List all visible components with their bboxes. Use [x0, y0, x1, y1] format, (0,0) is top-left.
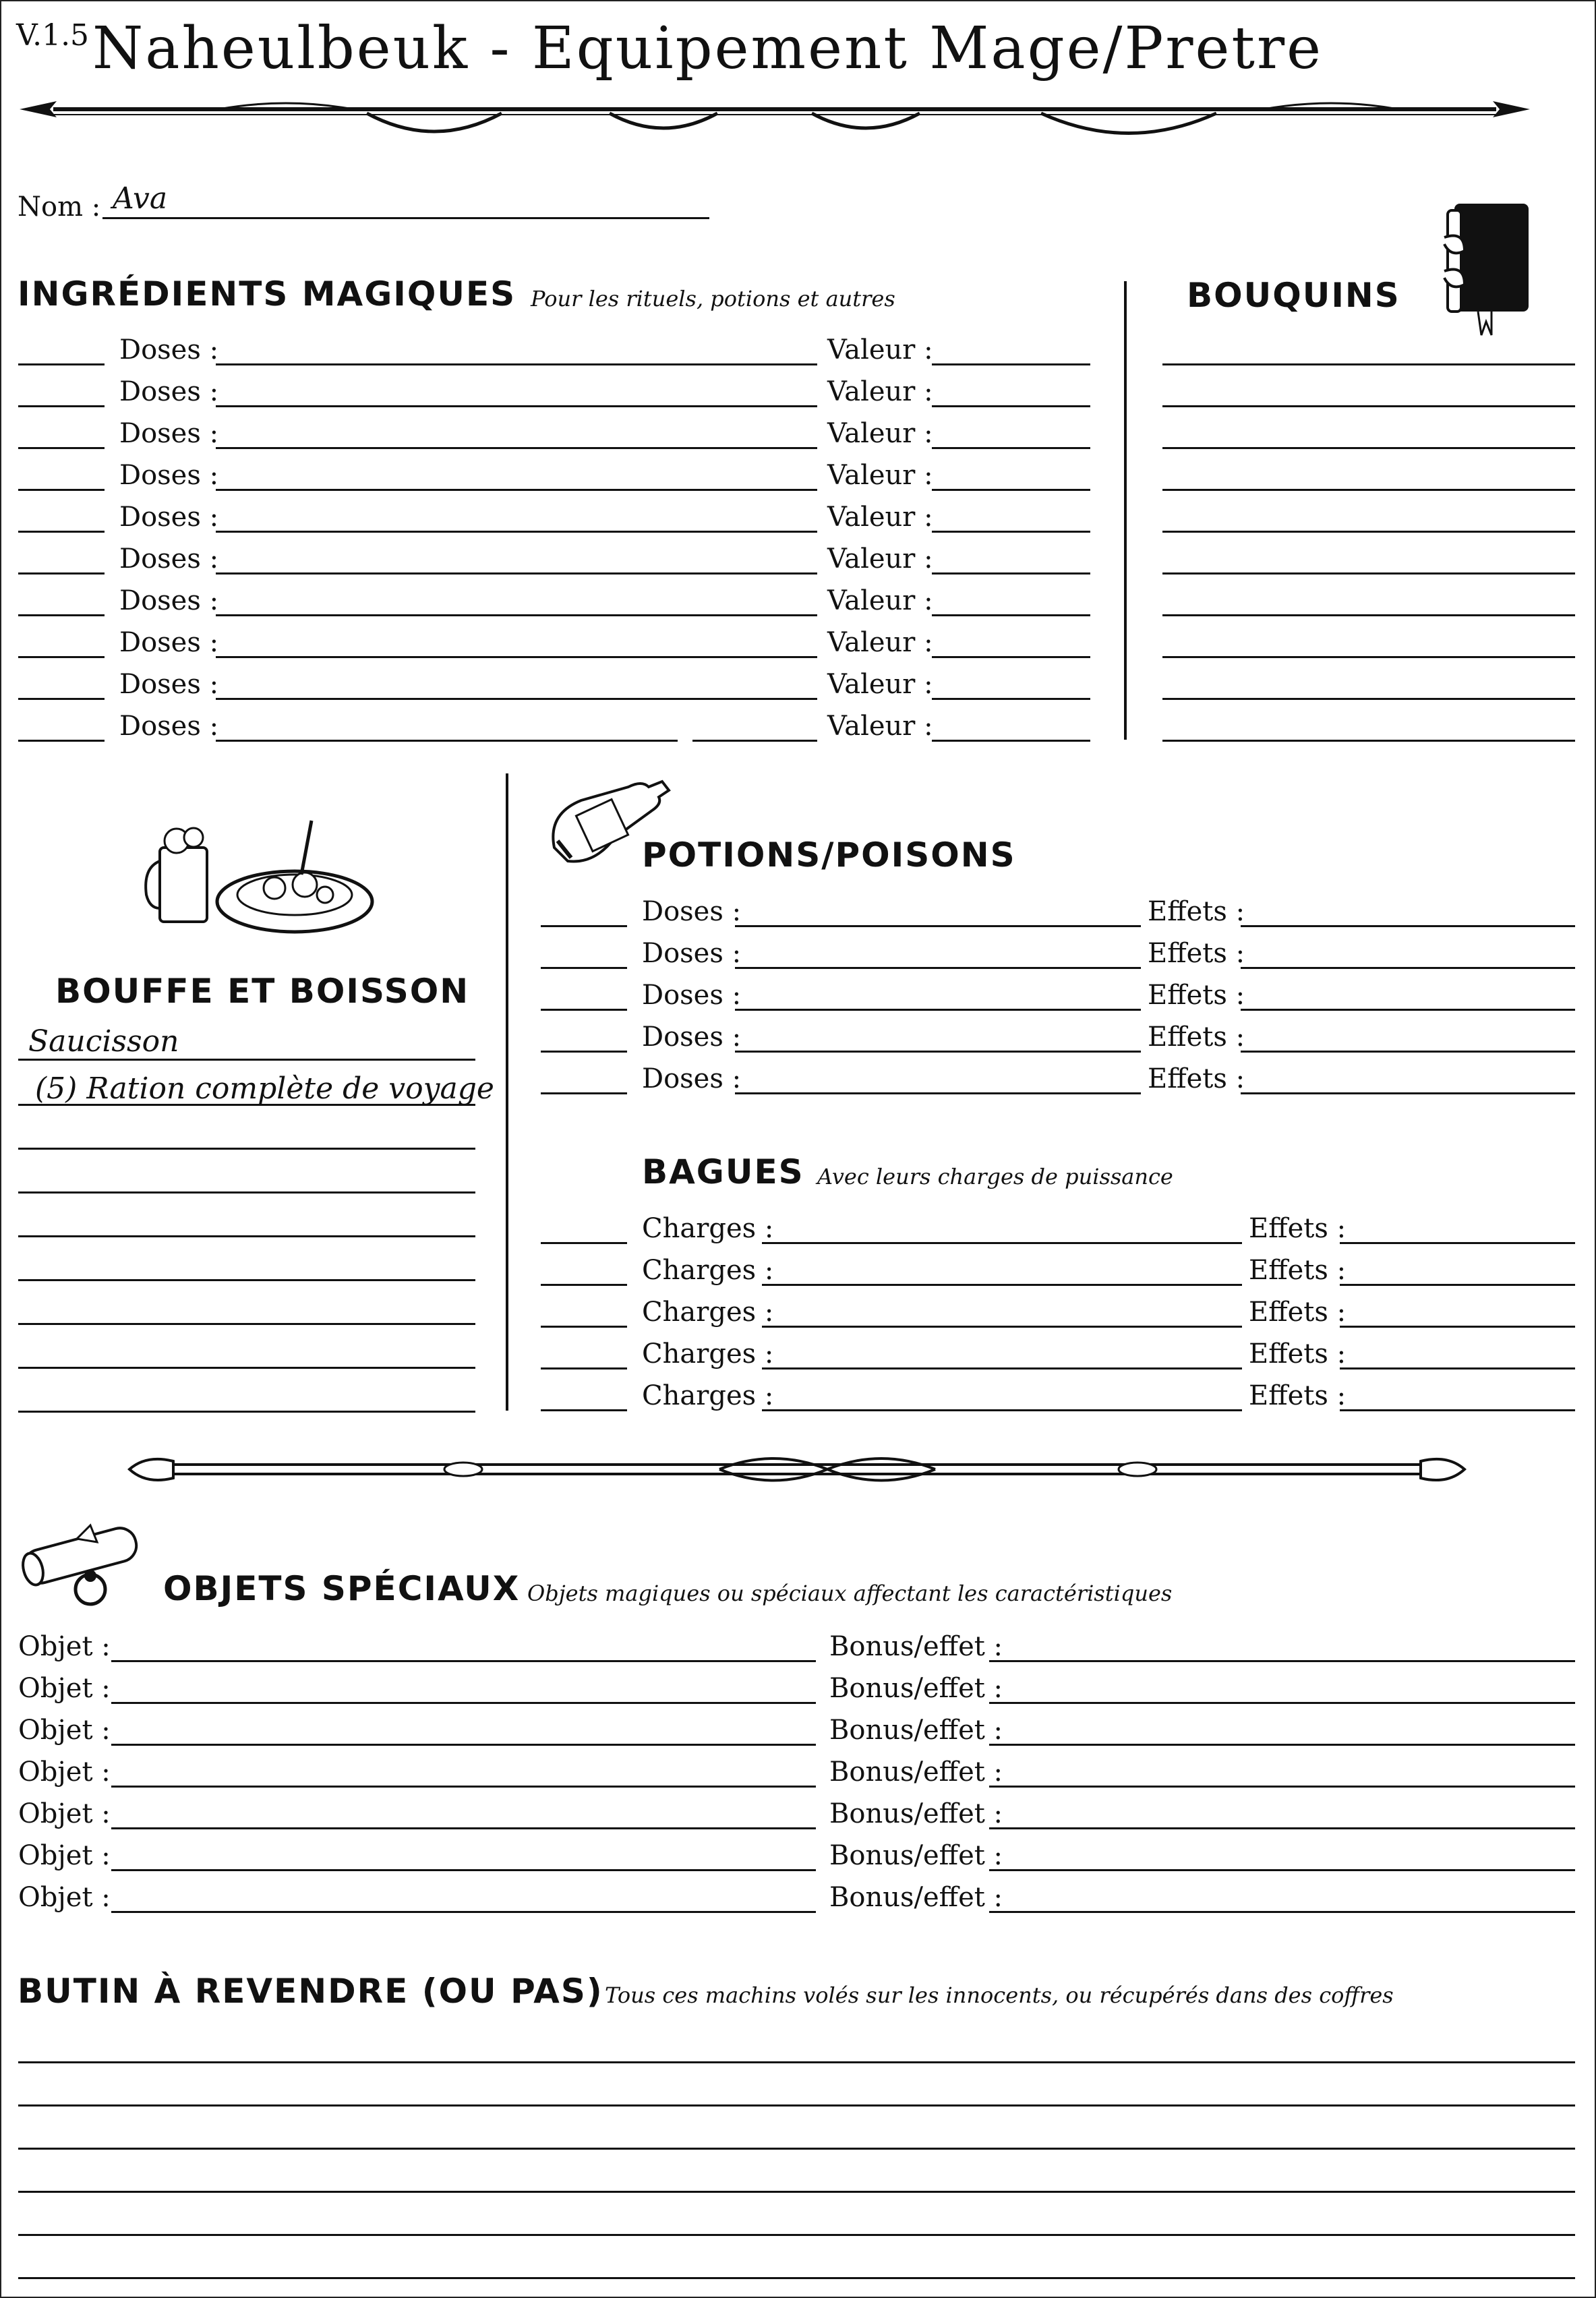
scroll-ring-icon: [16, 1512, 158, 1613]
potion-name-line[interactable]: [735, 1009, 1141, 1011]
ingredient-name-line[interactable]: [216, 405, 817, 407]
book-line[interactable]: [1162, 740, 1575, 742]
potion-qty-line[interactable]: [541, 1051, 627, 1053]
ring-name-line[interactable]: [762, 1367, 1242, 1369]
potion-effects-line[interactable]: [1241, 1092, 1575, 1094]
ingredient-value-label: Valeur :: [827, 585, 933, 616]
ring-effects-label: Effets :: [1249, 1380, 1347, 1411]
potion-effects-label: Effets :: [1148, 1063, 1245, 1094]
potion-doses-label: Doses :: [642, 1063, 742, 1094]
potions-title: POTIONS/POISONS: [642, 835, 1016, 875]
ring-charges-label: Charges :: [642, 1380, 774, 1411]
book-line[interactable]: [1162, 489, 1575, 491]
special-bonus-line[interactable]: [989, 1660, 1575, 1662]
ingredient-value-line[interactable]: [932, 363, 1090, 365]
ring-effects-label: Effets :: [1249, 1297, 1347, 1328]
ingredient-qty-line[interactable]: [18, 698, 105, 700]
special-bonus-line[interactable]: [989, 1869, 1575, 1871]
book-line[interactable]: [1162, 531, 1575, 533]
ingredient-name-line[interactable]: [216, 447, 817, 449]
ingredient-value-line[interactable]: [932, 656, 1090, 658]
ingredient-value-line[interactable]: [932, 531, 1090, 533]
ingredient-name-line[interactable]: [216, 656, 817, 658]
ingredient-qty-line[interactable]: [18, 489, 105, 491]
ring-qty-line[interactable]: [541, 1242, 627, 1244]
ingredient-name-line[interactable]: [216, 572, 817, 574]
ring-charges-label: Charges :: [642, 1255, 774, 1286]
special-object-line[interactable]: [111, 1911, 816, 1913]
loot-line[interactable]: [18, 2191, 1575, 2193]
loot-title: BUTIN À REVENDRE (OU PAS): [18, 1972, 603, 2011]
special-bonus-label: Bonus/effet :: [829, 1882, 1003, 1913]
ring-effects-line[interactable]: [1340, 1409, 1575, 1411]
books-title: BOUQUINS: [1187, 276, 1400, 315]
ingredient-doses-label: Doses :: [119, 418, 219, 449]
staff-ornament-icon: [126, 1444, 1468, 1495]
special-object-label: Objet :: [18, 1798, 111, 1829]
spear-ornament-icon: [16, 89, 1533, 143]
potion-effects-line[interactable]: [1241, 967, 1575, 969]
loot-subtitle: Tous ces machins volés sur les innocents, ou récupérés dans des coffres: [605, 1982, 1394, 2008]
food-item-2[interactable]: (5) Ration complète de voyage: [35, 1071, 494, 1106]
special-bonus-line[interactable]: [989, 1911, 1575, 1913]
food-line[interactable]: [18, 1367, 475, 1369]
special-bonus-line[interactable]: [989, 1744, 1575, 1746]
special-bonus-label: Bonus/effet :: [829, 1798, 1003, 1829]
special-object-line[interactable]: [111, 1827, 816, 1829]
ingredient-doses-label: Doses :: [119, 334, 219, 365]
version-label: V.1.5: [16, 18, 90, 53]
food-title: BOUFFE ET BOISSON: [55, 972, 470, 1011]
ingredient-value-line[interactable]: [932, 614, 1090, 616]
ring-effects-line[interactable]: [1340, 1284, 1575, 1286]
page-title: Naheulbeuk - Equipement Mage/Pretre: [92, 15, 1323, 82]
book-icon: [1438, 197, 1539, 338]
ring-charges-label: Charges :: [642, 1297, 774, 1328]
book-line[interactable]: [1162, 572, 1575, 574]
name-label: Nom :: [18, 192, 101, 223]
potion-qty-line[interactable]: [541, 967, 627, 969]
ingredient-value-line[interactable]: [932, 447, 1090, 449]
ring-name-line[interactable]: [762, 1284, 1242, 1286]
food-line[interactable]: [18, 1104, 475, 1106]
ring-effects-label: Effets :: [1249, 1338, 1347, 1369]
food-line[interactable]: [18, 1059, 475, 1061]
ingredient-value-line[interactable]: [932, 405, 1090, 407]
special-object-label: Objet :: [18, 1673, 111, 1704]
book-line[interactable]: [1162, 447, 1575, 449]
potion-qty-line[interactable]: [541, 925, 627, 927]
ingredient-doses-label: Doses :: [119, 543, 219, 574]
ingredient-value-label: Valeur :: [827, 334, 933, 365]
ring-qty-line[interactable]: [541, 1409, 627, 1411]
potion-doses-label: Doses :: [642, 896, 742, 927]
ring-qty-line[interactable]: [541, 1367, 627, 1369]
potion-doses-label: Doses :: [642, 938, 742, 969]
potion-doses-label: Doses :: [642, 1022, 742, 1053]
ingredient-qty-line[interactable]: [18, 363, 105, 365]
special-object-label: Objet :: [18, 1631, 111, 1662]
special-subtitle: Objets magiques ou spéciaux affectant les caractéristiques: [527, 1581, 1173, 1606]
book-line[interactable]: [1162, 656, 1575, 658]
ring-qty-line[interactable]: [541, 1326, 627, 1328]
special-bonus-line[interactable]: [989, 1786, 1575, 1788]
potion-qty-line[interactable]: [541, 1009, 627, 1011]
special-object-line[interactable]: [111, 1660, 816, 1662]
ring-charges-label: Charges :: [642, 1338, 774, 1369]
food-line[interactable]: [18, 1411, 475, 1413]
ingredient-value-line[interactable]: [932, 572, 1090, 574]
special-bonus-line[interactable]: [989, 1702, 1575, 1704]
special-bonus-label: Bonus/effet :: [829, 1840, 1003, 1871]
ingredient-value-label: Valeur :: [827, 418, 933, 449]
loot-line[interactable]: [18, 2234, 1575, 2236]
potion-qty-line[interactable]: [541, 1092, 627, 1094]
special-object-label: Objet :: [18, 1840, 111, 1871]
potion-effects-line[interactable]: [1241, 1009, 1575, 1011]
loot-line[interactable]: [18, 2104, 1575, 2106]
book-line[interactable]: [1162, 405, 1575, 407]
book-line[interactable]: [1162, 698, 1575, 700]
ingredient-name-line[interactable]: [692, 740, 817, 742]
ingredient-value-label: Valeur :: [827, 627, 933, 658]
potion-name-line[interactable]: [735, 1092, 1141, 1094]
ring-effects-label: Effets :: [1249, 1213, 1347, 1244]
special-bonus-line[interactable]: [989, 1827, 1575, 1829]
ingredient-value-label: Valeur :: [827, 460, 933, 491]
special-object-line[interactable]: [111, 1744, 816, 1746]
potion-name-line[interactable]: [735, 967, 1141, 969]
loot-line[interactable]: [18, 2061, 1575, 2063]
ingredient-doses-label: Doses :: [119, 585, 219, 616]
special-object-label: Objet :: [18, 1757, 111, 1788]
ingredient-name-line[interactable]: [216, 489, 817, 491]
ingredient-qty-line[interactable]: [18, 656, 105, 658]
book-line[interactable]: [1162, 614, 1575, 616]
ingredient-value-label: Valeur :: [827, 502, 933, 533]
rings-title: BAGUES: [642, 1152, 804, 1191]
ingredients-title: INGRÉDIENTS MAGIQUES: [18, 274, 516, 314]
name-field-line[interactable]: [102, 217, 709, 219]
ingredient-qty-line[interactable]: [18, 531, 105, 533]
column-divider: [1124, 281, 1127, 740]
ingredient-qty-line[interactable]: [18, 447, 105, 449]
ring-effects-line[interactable]: [1340, 1242, 1575, 1244]
food-line[interactable]: [18, 1235, 475, 1237]
ingredient-value-line[interactable]: [932, 489, 1090, 491]
special-bonus-label: Bonus/effet :: [829, 1631, 1003, 1662]
food-line[interactable]: [18, 1279, 475, 1281]
ingredient-doses-label: Doses :: [119, 627, 219, 658]
ingredient-qty-line[interactable]: [18, 405, 105, 407]
loot-line[interactable]: [18, 2148, 1575, 2150]
ring-effects-line[interactable]: [1340, 1367, 1575, 1369]
ingredient-name-line[interactable]: [216, 698, 817, 700]
ring-name-line[interactable]: [762, 1326, 1242, 1328]
ring-effects-label: Effets :: [1249, 1255, 1347, 1286]
ring-name-line[interactable]: [762, 1242, 1242, 1244]
ingredients-subtitle: Pour les rituels, potions et autres: [531, 286, 895, 312]
special-bonus-label: Bonus/effet :: [829, 1673, 1003, 1704]
potion-effects-label: Effets :: [1148, 980, 1245, 1011]
ingredient-doses-label: Doses :: [119, 502, 219, 533]
rings-subtitle: Avec leurs charges de puissance: [817, 1164, 1173, 1189]
ring-qty-line[interactable]: [541, 1284, 627, 1286]
potion-effects-label: Effets :: [1148, 896, 1245, 927]
potion-doses-label: Doses :: [642, 980, 742, 1011]
special-object-line[interactable]: [111, 1786, 816, 1788]
ring-name-line[interactable]: [762, 1409, 1242, 1411]
special-object-label: Objet :: [18, 1715, 111, 1746]
food-item-1[interactable]: Saucisson: [28, 1024, 179, 1059]
special-object-line[interactable]: [111, 1702, 816, 1704]
potion-name-line[interactable]: [735, 1051, 1141, 1053]
special-object-label: Objet :: [18, 1882, 111, 1913]
food-tankard-icon: [140, 807, 376, 942]
potion-effects-label: Effets :: [1148, 938, 1245, 969]
ingredient-name-line[interactable]: [216, 614, 817, 616]
food-line[interactable]: [18, 1191, 475, 1194]
ingredient-value-label: Valeur :: [827, 669, 933, 700]
ingredient-value-line[interactable]: [932, 740, 1090, 742]
ingredient-name-line[interactable]: [216, 363, 817, 365]
ingredient-qty-line[interactable]: [18, 614, 105, 616]
ring-effects-line[interactable]: [1340, 1326, 1575, 1328]
special-title: OBJETS SPÉCIAUX: [163, 1569, 521, 1608]
potion-name-line[interactable]: [735, 925, 1141, 927]
food-divider: [506, 773, 508, 1411]
special-bonus-label: Bonus/effet :: [829, 1757, 1003, 1788]
food-line[interactable]: [18, 1148, 475, 1150]
ingredient-doses-label: Doses :: [119, 376, 219, 407]
food-line[interactable]: [18, 1323, 475, 1325]
ingredient-qty-line[interactable]: [18, 740, 105, 742]
ingredient-value-label: Valeur :: [827, 543, 933, 574]
ingredient-name-line[interactable]: [216, 531, 817, 533]
loot-line[interactable]: [18, 2277, 1575, 2279]
potion-effects-label: Effets :: [1148, 1022, 1245, 1053]
ingredient-value-label: Valeur :: [827, 711, 933, 742]
ingredient-doses-label: Doses :: [119, 669, 219, 700]
name-value[interactable]: Ava: [113, 181, 168, 216]
special-object-line[interactable]: [111, 1869, 816, 1871]
ingredient-value-label: Valeur :: [827, 376, 933, 407]
ingredient-name-line[interactable]: [216, 740, 678, 742]
ingredient-doses-label: Doses :: [119, 460, 219, 491]
ingredient-doses-label: Doses :: [119, 711, 219, 742]
potion-effects-line[interactable]: [1241, 1051, 1575, 1053]
ring-charges-label: Charges :: [642, 1213, 774, 1244]
special-bonus-label: Bonus/effet :: [829, 1715, 1003, 1746]
ingredient-value-line[interactable]: [932, 698, 1090, 700]
ingredient-qty-line[interactable]: [18, 572, 105, 574]
potion-effects-line[interactable]: [1241, 925, 1575, 927]
book-line[interactable]: [1162, 363, 1575, 365]
